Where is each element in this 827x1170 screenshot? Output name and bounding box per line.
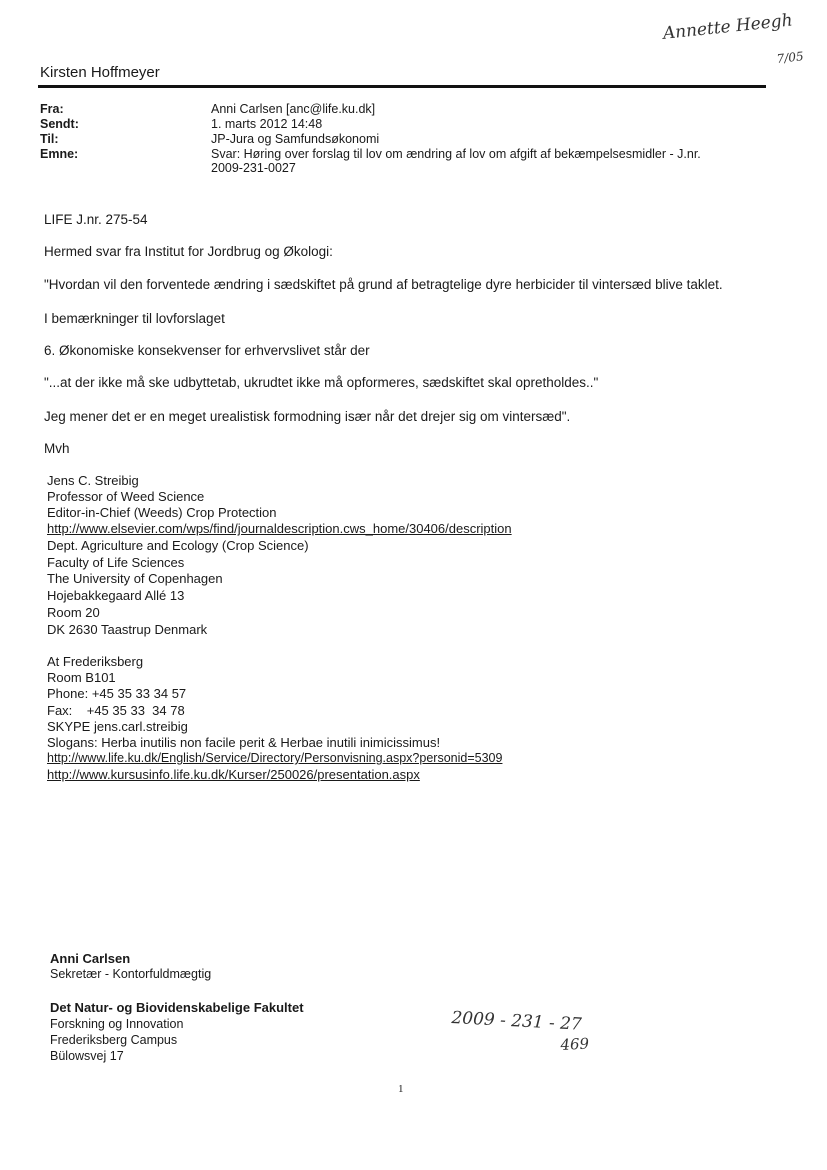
loc-room: Room B101 bbox=[47, 670, 116, 685]
loc-slogans: Slogans: Herba inutilis non facile perit & Herbae inutili inimicissimus! bbox=[47, 735, 441, 750]
footer-faculty: Det Natur- og Biovidenskabelige Fakultet bbox=[50, 1000, 304, 1015]
body-journal-number: LIFE J.nr. 275-54 bbox=[44, 212, 148, 227]
directory-link[interactable]: http://www.life.ku.dk/English/Service/Directory/Personvisning.aspx?personid=5309 bbox=[47, 751, 503, 765]
from-value: Anni Carlsen [anc@life.ku.dk] bbox=[211, 102, 376, 116]
sig-university: The University of Copenhagen bbox=[47, 571, 223, 586]
loc-frederiksberg: At Frederiksberg bbox=[47, 654, 144, 669]
handwritten-case-number: 2009 - 231 - 27 bbox=[450, 1008, 583, 1035]
sig-name: Jens C. Streibig bbox=[47, 473, 139, 488]
subject-label: Emne: bbox=[40, 147, 79, 161]
sig-street: Hojebakkegaard Allé 13 bbox=[47, 588, 185, 603]
sig-city: DK 2630 Taastrup Denmark bbox=[47, 622, 208, 637]
body-question: "Hvordan vil den forventede ændring i sædskiftet på grund af betragtelige dyre herbicider til vintersæd blive taklet. bbox=[44, 277, 723, 292]
course-link[interactable]: http://www.kursusinfo.life.ku.dk/Kurser/250026/presentation.aspx bbox=[47, 767, 420, 782]
sender-name: Kirsten Hoffmeyer bbox=[40, 64, 160, 81]
sig-journal-link[interactable]: http://www.elsevier.com/wps/find/journaldescription.cws_home/30406/description bbox=[47, 521, 512, 536]
sig-faculty: Faculty of Life Sciences bbox=[47, 555, 185, 570]
sig-title: Professor of Weed Science bbox=[47, 489, 205, 504]
body-quote: "...at der ikke må ske udbyttetab, ukrudtet ikke må opformeres, sædskiftet skal opretholdes.." bbox=[44, 375, 599, 390]
handwritten-number: 7/05 bbox=[776, 49, 805, 66]
footer-dept: Forskning og Innovation bbox=[50, 1017, 184, 1031]
handwritten-doc-number: 469 bbox=[560, 1034, 590, 1054]
page-number: 1 bbox=[398, 1083, 404, 1095]
footer-name: Anni Carlsen bbox=[50, 951, 131, 966]
subject-value: Svar: Høring over forslag til lov om ændring af lov om afgift af bekæmpelsesmidler - J.nr. bbox=[211, 147, 701, 161]
handwritten-name: Annette Heegh bbox=[662, 10, 794, 44]
loc-skype: SKYPE jens.carl.streibig bbox=[47, 719, 188, 734]
from-label: Fra: bbox=[40, 102, 64, 116]
loc-phone: Phone: +45 35 33 34 57 bbox=[47, 686, 187, 701]
body-remarks: I bemærkninger til lovforslaget bbox=[44, 311, 225, 326]
body-closing: Mvh bbox=[44, 441, 70, 456]
footer-street: Bülowsvej 17 bbox=[50, 1049, 124, 1063]
to-label: Til: bbox=[40, 132, 59, 146]
sig-dept: Dept. Agriculture and Ecology (Crop Science) bbox=[47, 538, 309, 553]
sig-editor: Editor-in-Chief (Weeds) Crop Protection bbox=[47, 505, 277, 520]
body-opinion: Jeg mener det er en meget urealistisk formodning især når det drejer sig om vintersæd". bbox=[44, 409, 571, 424]
body-consequences: 6. Økonomiske konsekvenser for erhvervslivet står der bbox=[44, 343, 370, 358]
to-value: JP-Jura og Samfundsøkonomi bbox=[211, 132, 380, 146]
sig-room: Room 20 bbox=[47, 605, 100, 620]
body-intro: Hermed svar fra Institut for Jordbrug og Økologi: bbox=[44, 244, 333, 259]
footer-title: Sekretær - Kontorfuldmægtig bbox=[50, 967, 212, 981]
footer-campus: Frederiksberg Campus bbox=[50, 1033, 178, 1047]
subject-value-line2: 2009-231-0027 bbox=[211, 161, 296, 175]
loc-fax: Fax: +45 35 33 34 78 bbox=[47, 703, 185, 718]
sent-label: Sendt: bbox=[40, 117, 79, 131]
sent-value: 1. marts 2012 14:48 bbox=[211, 117, 323, 131]
header-rule bbox=[38, 85, 766, 88]
